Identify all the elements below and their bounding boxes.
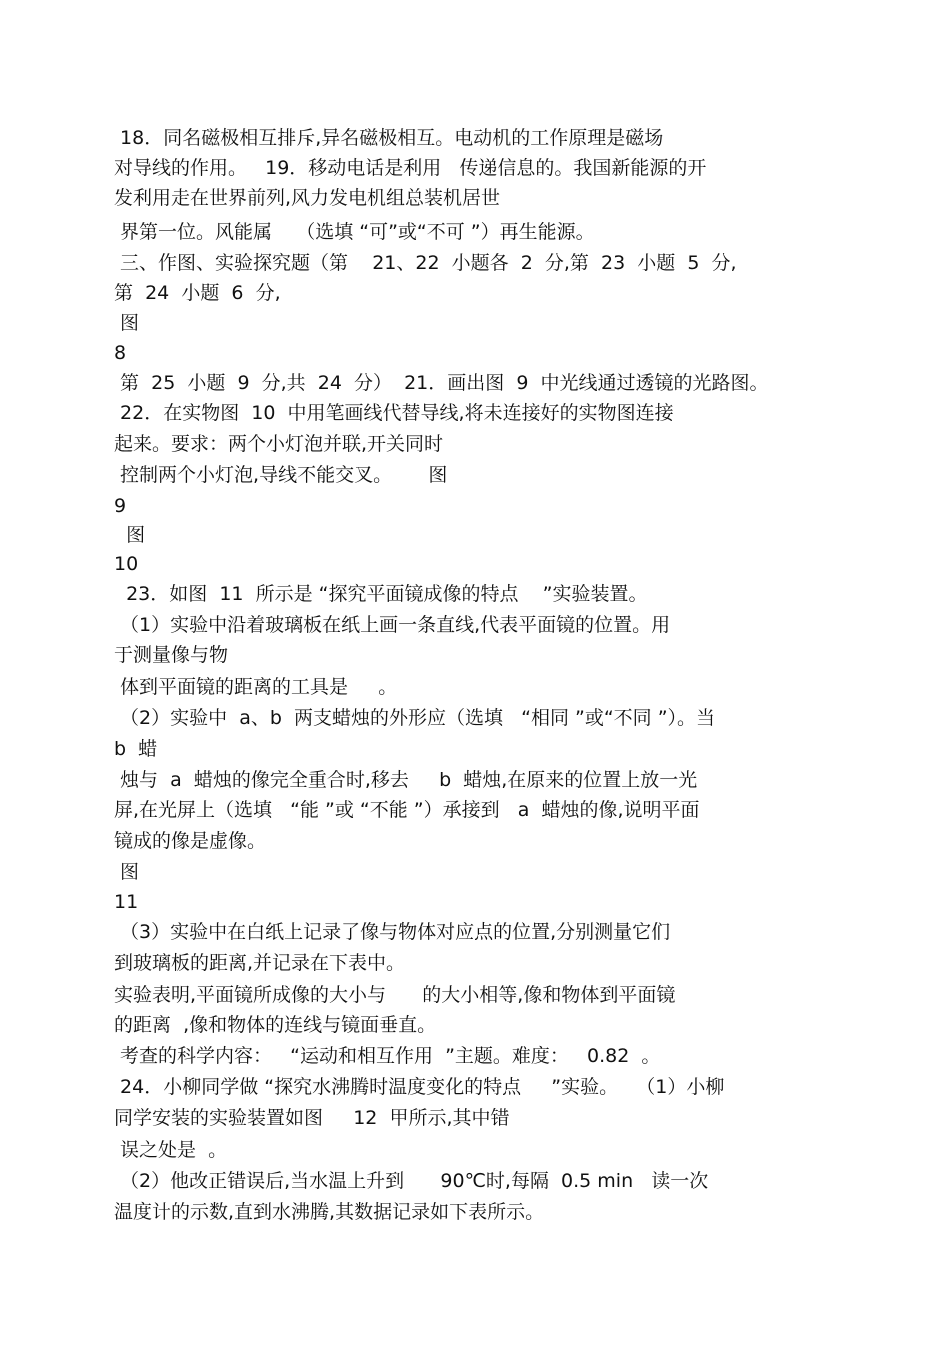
text-line: 镜成的像是虚像。	[114, 830, 267, 852]
text-line: 的距离 ,像和物体的连线与镜面垂直。	[114, 1014, 437, 1036]
text-line: 到玻璃板的距离,并记录在下表中。	[114, 952, 406, 974]
figure-number: 10	[114, 553, 139, 575]
text-line: （3）实验中在白纸上记录了像与物体对应点的位置,分别测量它们	[114, 921, 671, 943]
figure-number: 11	[114, 891, 139, 913]
text-line: 22．在实物图 10 中用笔画线代替导线,将未连接好的实物图连接	[114, 402, 674, 424]
text-line: 屏,在光屏上（选填 “能 ”或 “不能 ”）承接到 a 蜡烛的像,说明平面	[114, 799, 700, 821]
text-line: 23．如图 11 所示是 “探究平面镜成像的特点 ”实验装置。	[114, 583, 648, 605]
text-line: 烛与 a 蜡烛的像完全重合时,移去 b 蜡烛,在原来的位置上放一光	[114, 769, 698, 791]
text-line: 同学安装的实验装置如图 12 甲所示,其中错	[114, 1107, 510, 1129]
text-line: 发利用走在世界前列,风力发电机组总装机居世	[114, 187, 501, 209]
text-line: 实验表明,平面镜所成像的大小与 的大小相等,像和物体到平面镜	[114, 984, 676, 1006]
text-line: 24．小柳同学做 “探究水沸腾时温度变化的特点 ”实验。 （1）小柳	[114, 1076, 725, 1098]
text-line: 对导线的作用。 19．移动电话是利用 传递信息的。我国新能源的开	[114, 157, 707, 179]
figure-label: 图	[114, 312, 140, 334]
text-line: 体到平面镜的距离的工具是 。	[114, 676, 398, 698]
figure-label: 图	[114, 861, 140, 883]
text-line: 起来。要求：两个小灯泡并联,开关同时	[114, 433, 444, 455]
text-line: 界第一位。风能属 （选填 “可”或“不可 ”）再生能源。	[114, 221, 595, 243]
text-line: 考查的科学内容： “运动和相互作用 ”主题。难度： 0.82 。	[114, 1045, 661, 1067]
text-line: 18．同名磁极相互排斥,异名磁极相互。电动机的工作原理是磁场	[114, 127, 664, 149]
text-line: 第 24 小题 6 分,	[114, 282, 281, 304]
text-line: 温度计的示数,直到水沸腾,其数据记录如下表所示。	[114, 1201, 545, 1223]
figure-number: 9	[114, 495, 127, 517]
text-line: 误之处是 。	[114, 1139, 228, 1161]
figure-number: 8	[114, 342, 127, 364]
text-line: 三、作图、实验探究题（第 21、22 小题各 2 分,第 23 小题 5 分,	[114, 252, 737, 274]
text-line: （2）他改正错误后,当水温上升到 90℃时,每隔 0.5 min 读一次	[114, 1170, 709, 1192]
text-line: （1）实验中沿着玻璃板在纸上画一条直线,代表平面镜的位置。用	[114, 614, 671, 636]
text-line: （2）实验中 a、b 两支蜡烛的外形应（选填 “相同 ”或“不同 ”）。当	[114, 707, 716, 729]
text-line: b 蜡	[114, 738, 158, 760]
text-line: 第 25 小题 9 分,共 24 分） 21．画出图 9 中光线通过透镜的光路图。	[114, 372, 769, 394]
figure-label: 图	[114, 524, 146, 546]
text-line: 控制两个小灯泡,导线不能交叉。 图	[114, 464, 448, 486]
text-line: 于测量像与物	[114, 644, 229, 666]
